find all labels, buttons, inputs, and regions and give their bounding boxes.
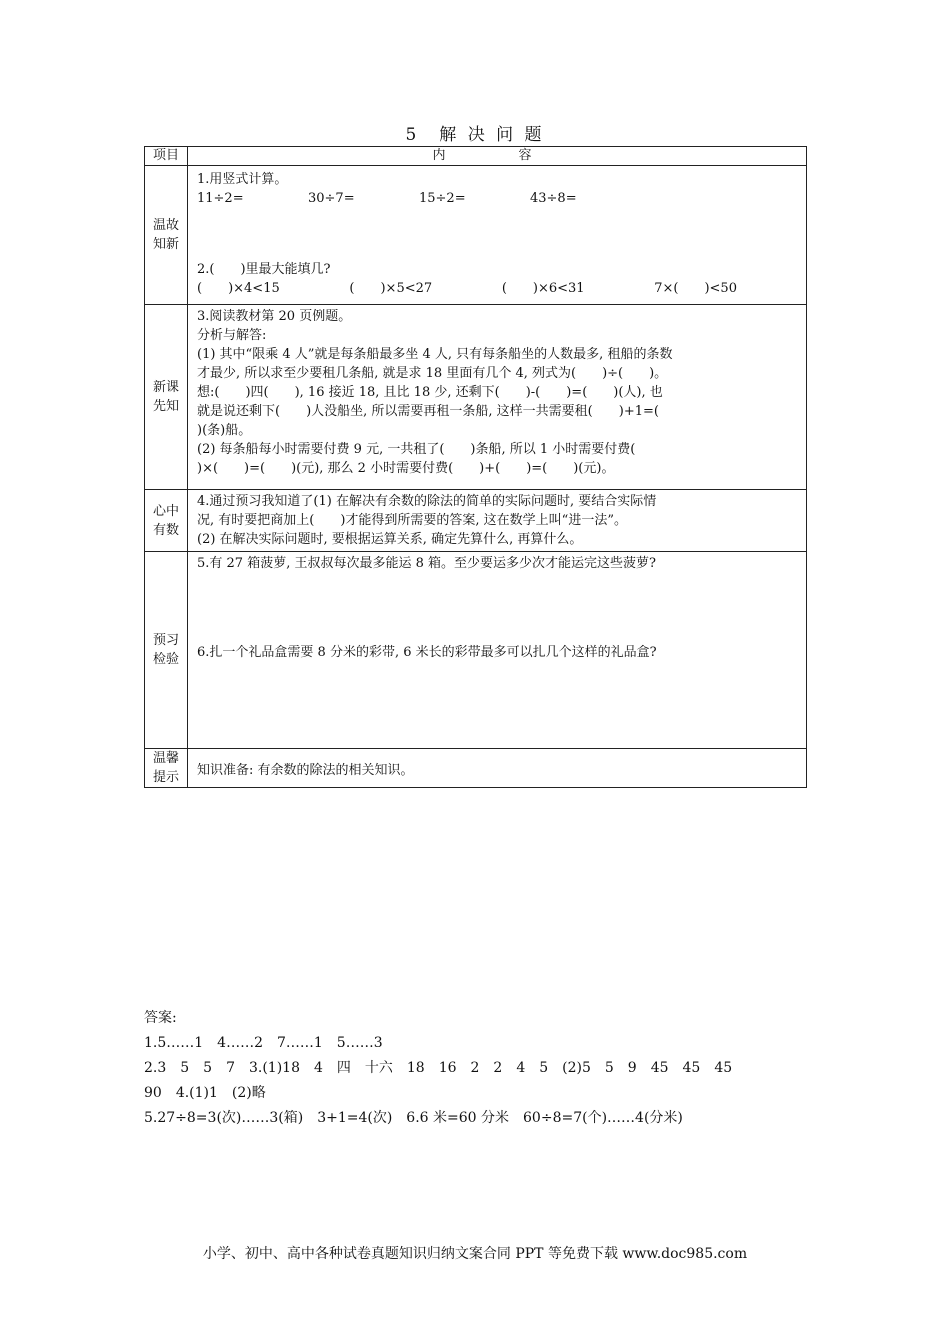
answer-space[interactable]	[197, 208, 798, 260]
table-row	[145, 166, 807, 305]
header-content: 内 容	[188, 147, 807, 166]
row-content	[188, 552, 807, 749]
text-line: 才最少, 所以求至少要租几条船, 就是求 18 里面有几个 4, 列式为( )÷( )。	[197, 366, 668, 381]
text-line: (2) 每条船每小时需要付费 9 元, 一共租了( )条船, 所以 1 小时需要付费(	[197, 442, 636, 457]
answer-line: 答案:	[144, 1010, 177, 1026]
table-row	[145, 490, 807, 552]
row-label-tips: 温馨 提示	[145, 749, 188, 788]
footer-text: 小学、初中、高中各种试卷真题知识归纳文案合同 PPT 等免费下载 www.doc985.com	[202, 1246, 748, 1262]
text-line: 就是说还剩下( )人没船坐, 所以需要再租一条船, 这样一共需要租( )+1=(	[197, 404, 659, 419]
fill-item: 7×( )<50	[654, 281, 737, 296]
fill-item: ( )×6<31	[501, 281, 585, 296]
fill-item: ( )×5<27	[349, 281, 433, 296]
calc-list	[197, 189, 798, 208]
answer-line: 1.5……1 4……2 7……1 5……3	[144, 1035, 383, 1051]
calc-item: 43÷8=	[530, 191, 577, 206]
page-title: 5 解 决 问 题	[405, 125, 545, 145]
answer-line: 2.3 5 5 7 3.(1)18 4 四 十六 18 16 2 2 4 5 (2)5 5 9 45 45 45	[144, 1060, 733, 1076]
text-line: (1) 其中“限乘 4 人”就是每条船最多坐 4 人, 只有每条船坐的人数最多, 租船的条数	[197, 347, 673, 362]
text-line: )(条)船。	[197, 423, 252, 438]
answer-section	[144, 1006, 824, 1131]
text-line: 3.阅读教材第 20 页例题。	[197, 309, 352, 324]
row-content	[188, 166, 807, 305]
question-1: 1.用竖式计算。	[197, 172, 288, 187]
tip-text: 知识准备: 有余数的除法的相关知识。	[188, 749, 807, 788]
calc-item: 30÷7=	[308, 191, 355, 206]
table-header-row	[145, 147, 807, 166]
worksheet-table	[144, 146, 807, 788]
table-row	[145, 749, 807, 788]
answer-space[interactable]	[197, 573, 798, 643]
text-line: 4.通过预习我知道了(1) 在解决有余数的除法的简单的实际问题时, 要结合实际情	[197, 494, 657, 509]
answer-line: 5.27÷8=3(次)……3(箱) 3+1=4(次) 6.6 米=60 分米 60÷8=7(个)……4(分米)	[144, 1110, 683, 1126]
calc-item: 15÷2=	[419, 191, 466, 206]
fill-list	[197, 279, 737, 298]
text-line: 分析与解答:	[197, 328, 267, 343]
row-content	[188, 305, 807, 490]
text-line: 况, 有时要把商加上( )才能得到所需要的答案, 这在数学上叫“进一法”。	[197, 513, 627, 528]
table-row	[145, 305, 807, 490]
question-5: 5.有 27 箱菠萝, 王叔叔每次最多能运 8 箱。至少要运多少次才能运完这些菠萝?	[197, 556, 656, 571]
answer-line: 90 4.(1)1 (2)略	[144, 1085, 266, 1101]
row-label-new-lesson: 新课 先知	[145, 305, 188, 490]
row-label-check: 预习 检验	[145, 552, 188, 749]
header-item: 项目	[145, 147, 188, 166]
fill-item: ( )×4<15	[197, 281, 280, 296]
row-content	[188, 490, 807, 552]
text-line: )×( )=( )(元), 那么 2 小时需要付费( )+( )=( )(元)。	[197, 461, 615, 476]
question-6: 6.扎一个礼品盒需要 8 分米的彩带, 6 米长的彩带最多可以扎几个这样的礼品盒?	[197, 645, 657, 660]
row-label-summary: 心中 有数	[145, 490, 188, 552]
text-line: (2) 在解决实际问题时, 要根据运算关系, 确定先算什么, 再算什么。	[197, 532, 583, 547]
row-label-review: 温故 知新	[145, 166, 188, 305]
text-line: 想:( )四( ), 16 接近 18, 且比 18 少, 还剩下( )-( )=( )(人), 也	[197, 385, 663, 400]
calc-item: 11÷2=	[197, 191, 244, 206]
question-2: 2.( )里最大能填几?	[197, 262, 331, 277]
table-row	[145, 552, 807, 749]
